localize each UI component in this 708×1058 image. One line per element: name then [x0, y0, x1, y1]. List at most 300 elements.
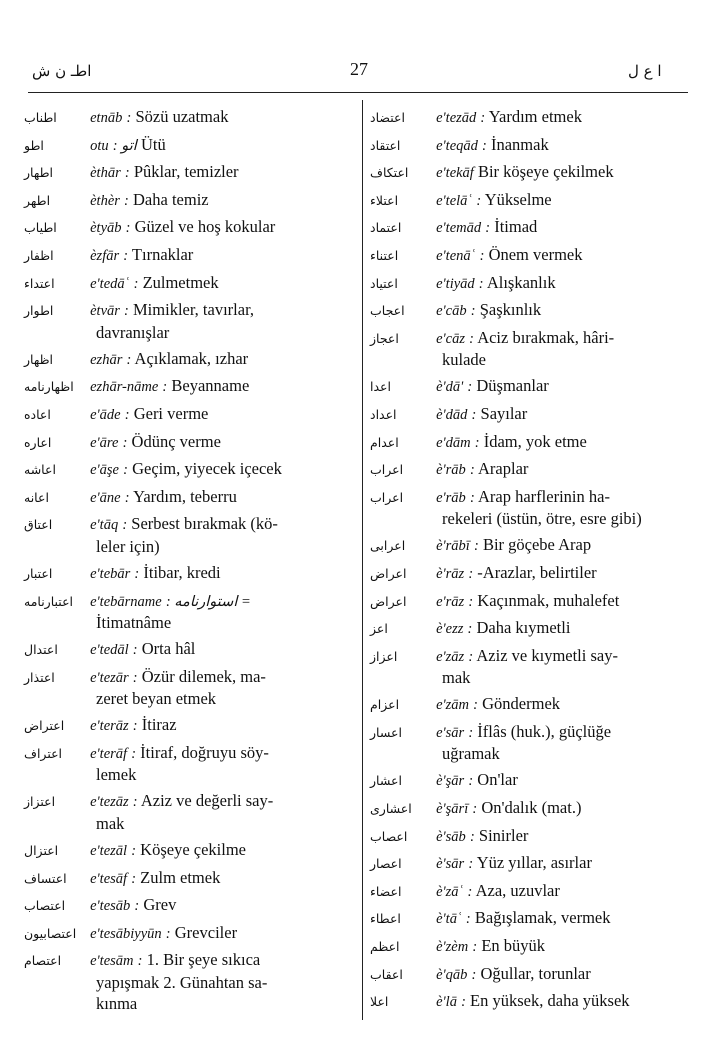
- separator: :: [468, 773, 474, 790]
- meaning: -Arazlar, belirtiler: [477, 562, 597, 582]
- separator: :: [132, 718, 138, 735]
- transliteration: è'ezz: [436, 621, 464, 638]
- transliteration: e'tāq: [90, 517, 119, 534]
- transliteration: e'zām: [436, 697, 470, 714]
- dictionary-entry: [24, 947, 354, 1015]
- meaning-continuation: kulade: [442, 350, 486, 370]
- arabic-headword: اعظم: [370, 939, 400, 955]
- separator: :: [125, 220, 131, 237]
- meaning: İtibar, kredi: [143, 562, 221, 582]
- dictionary-entry: [24, 373, 354, 401]
- arabic-headword: اعتضاد: [370, 110, 405, 125]
- transliteration: è'rāz: [436, 565, 465, 582]
- meaning: Oğullar, torunlar: [480, 963, 591, 983]
- transliteration: e'teqād: [436, 137, 478, 154]
- meaning: Mimikler, tavırlar,: [133, 300, 255, 320]
- separator: :: [124, 489, 130, 506]
- dictionary-entry: [24, 214, 354, 242]
- meaning: Önem vermek: [488, 244, 583, 264]
- meaning: Aziz ve kıymetli say-: [476, 645, 618, 665]
- separator: :: [468, 724, 474, 741]
- separator: :: [469, 828, 475, 845]
- dictionary-entry: [24, 297, 354, 344]
- header-rule: [28, 92, 688, 93]
- meaning: Tırnaklar: [131, 244, 194, 264]
- arabic-headword: اعشارى: [370, 801, 412, 817]
- separator: :: [123, 462, 128, 479]
- transliteration: è'zāʿ: [436, 883, 464, 900]
- separator: :: [132, 669, 138, 686]
- arabic-headword: اعلا: [370, 994, 389, 1010]
- arabic-headword: اعدا: [370, 379, 391, 395]
- dictionary-entry: [24, 837, 354, 865]
- arabic-headword: اعتراض: [24, 718, 65, 734]
- dictionary-entry: [24, 636, 354, 664]
- meaning: Grev: [143, 895, 177, 915]
- meaning-continuation: mak: [442, 668, 471, 688]
- meaning: Aza, uzuvlar: [475, 880, 560, 900]
- separator: : استوارنامه =: [165, 593, 251, 610]
- arabic-headword: اعصاب: [370, 828, 408, 844]
- arabic-headword: اعتبارنامه: [24, 593, 74, 609]
- meaning: Göndermek: [482, 694, 561, 714]
- dictionary-entry: [24, 920, 354, 948]
- arabic-headword: اعسار: [370, 724, 402, 740]
- dictionary-entry: [24, 511, 354, 558]
- separator: :: [126, 351, 132, 368]
- dictionary-entry: [24, 104, 354, 132]
- arabic-headword: اعجاز: [370, 330, 399, 346]
- separator: :: [461, 994, 466, 1011]
- transliteration: e'tezāl: [90, 843, 128, 860]
- dictionary-entry: [370, 588, 690, 616]
- dictionary-entry: [370, 297, 690, 325]
- meaning-continuation: zeret beyan etmek: [96, 689, 217, 709]
- separator: :: [131, 843, 137, 860]
- meaning: Yardım etmek: [488, 107, 582, 126]
- meaning-continuation: mak: [96, 814, 125, 834]
- arabic-headword: اعداد: [370, 406, 397, 422]
- transliteration: e'sār: [436, 724, 465, 741]
- column-divider: [362, 100, 363, 1020]
- dictionary-entry: [370, 242, 690, 270]
- arabic-headword: اعدام: [370, 434, 399, 450]
- transliteration: e'cāz: [436, 330, 465, 347]
- separator: :: [123, 247, 129, 264]
- separator: :: [137, 953, 143, 970]
- dictionary-entry: [370, 719, 690, 766]
- transliteration: è'dād: [436, 406, 468, 423]
- meaning: On'dalık (mat.): [481, 798, 582, 818]
- dictionary-entry: [24, 132, 354, 160]
- transliteration: e'temād: [436, 220, 482, 237]
- dictionary-entry: [24, 740, 354, 787]
- separator: : اتو: [112, 137, 137, 154]
- transliteration: è'lā: [436, 994, 457, 1011]
- dictionary-entry: [370, 988, 690, 1016]
- separator: :: [469, 330, 474, 347]
- meaning: Daha temiz: [133, 189, 209, 209]
- separator: :: [476, 192, 482, 209]
- meaning: 1. Bir şeye sıkıca: [146, 950, 261, 970]
- arabic-headword: اعتاق: [24, 517, 53, 533]
- arabic-headword: اعاره: [24, 434, 52, 450]
- transliteration: e'tesām: [90, 953, 134, 970]
- meaning: Daha kıymetli: [476, 618, 571, 638]
- transliteration: ètvār: [90, 303, 120, 320]
- separator: :: [133, 275, 139, 292]
- transliteration: e'rāz: [436, 593, 465, 610]
- arabic-headword: اطهر: [24, 192, 51, 208]
- arabic-headword: اطوار: [24, 303, 54, 319]
- meaning-continuation: uğramak: [442, 744, 500, 764]
- transliteration: èthèr: [90, 192, 120, 209]
- arabic-headword: اعطاء: [370, 911, 401, 927]
- meaning: İdam, yok etme: [483, 431, 587, 451]
- arabic-headword: اعتكاف: [370, 165, 409, 181]
- dictionary-entry: [370, 823, 690, 851]
- arabic-headword: اعراض: [370, 565, 407, 581]
- arabic-headword: اعتلاء: [370, 192, 399, 208]
- meaning: Ütü: [140, 134, 166, 154]
- transliteration: e'tedāʿ: [90, 275, 130, 292]
- separator: :: [131, 745, 137, 762]
- arabic-headword: اعراب: [370, 462, 404, 478]
- separator: :: [468, 856, 474, 873]
- transliteration: e'tiyād: [436, 275, 475, 292]
- arabic-headword: اعتزاز: [24, 794, 56, 810]
- separator: :: [122, 517, 128, 534]
- arabic-headword: اعتناء: [370, 247, 399, 263]
- arabic-headword: اعتدال: [24, 642, 58, 658]
- meaning: İnanmak: [490, 134, 549, 154]
- header-left-arabic: اطـ ن ش: [32, 62, 92, 80]
- page-number: 27: [350, 59, 368, 79]
- separator: :: [132, 794, 138, 811]
- meaning: En yüksek, daha yüksek: [470, 991, 630, 1011]
- meaning: Yükselme: [484, 189, 552, 209]
- transliteration: è'rāb: [436, 462, 466, 479]
- transliteration: e'tesāf: [90, 870, 128, 887]
- transliteration: è'tāʿ: [436, 911, 462, 928]
- arabic-headword: اعرابى: [370, 538, 406, 554]
- separator: :: [122, 434, 128, 451]
- arabic-headword: اعتراف: [24, 745, 63, 761]
- arabic-headword: اعتداء: [24, 275, 55, 291]
- dictionary-entry: [370, 878, 690, 906]
- transliteration: è'zèm: [436, 939, 469, 956]
- arabic-headword: اعضاء: [370, 883, 402, 899]
- separator: :: [480, 110, 486, 126]
- dictionary-entry: [370, 850, 690, 878]
- transliteration: è'dā': [436, 379, 464, 396]
- meaning-continuation: rekeleri (üstün, ötre, esre gibi): [442, 509, 642, 529]
- separator: :: [479, 247, 485, 264]
- dictionary-entry: [370, 484, 690, 531]
- dictionary-entry: [370, 214, 690, 242]
- separator: :: [478, 275, 484, 292]
- dictionary-entry: [370, 532, 690, 560]
- transliteration: e'tezād: [436, 110, 477, 126]
- transliteration: e'tezāz: [90, 794, 129, 811]
- transliteration: e'tenāʿ: [436, 247, 476, 264]
- transliteration: e'āre: [90, 434, 119, 451]
- arabic-headword: اعتصاب: [24, 898, 66, 914]
- dictionary-entry: [370, 373, 690, 401]
- separator: :: [134, 565, 140, 582]
- arabic-headword: اطو: [24, 137, 44, 153]
- arabic-headword: اعتزال: [24, 843, 59, 859]
- dictionary-entry: [24, 892, 354, 920]
- meaning: İtiraf, doğruyu söy-: [140, 742, 269, 762]
- transliteration: e'āne: [90, 489, 121, 506]
- meaning: Özür dilemek, ma-: [141, 666, 266, 686]
- dictionary-entry: [24, 401, 354, 429]
- separator: :: [162, 379, 168, 396]
- transliteration: è'qāb: [436, 966, 468, 983]
- meaning: Geri verme: [133, 403, 209, 423]
- dictionary-entry: [370, 795, 690, 823]
- dictionary-entry: [370, 456, 690, 484]
- transliteration: ètyāb: [90, 220, 122, 237]
- arabic-headword: اعانه: [24, 489, 49, 505]
- meaning: Arap harflerinin ha-: [478, 486, 610, 506]
- transliteration: e'zāz: [436, 648, 465, 665]
- meaning-continuation: İtimatnâme: [96, 613, 172, 633]
- arabic-headword: اعتبار: [24, 565, 53, 581]
- dictionary-entry: [370, 187, 690, 215]
- separator: :: [468, 565, 474, 582]
- transliteration: ezhār-nāme: [90, 379, 159, 396]
- dictionary-entry: [24, 429, 354, 457]
- meaning: Zulm etmek: [140, 867, 221, 887]
- arabic-headword: اعز: [370, 621, 388, 637]
- separator: :: [467, 883, 473, 900]
- dictionary-entry: [370, 132, 690, 160]
- dictionary-entry: [24, 456, 354, 484]
- arabic-headword: اعصار: [370, 856, 402, 872]
- transliteration: e'tedāl: [90, 642, 129, 659]
- transliteration: è'sāb: [436, 828, 466, 845]
- dictionary-entry: [24, 346, 354, 374]
- meaning: Orta hâl: [141, 639, 196, 659]
- separator: :: [485, 220, 491, 237]
- dictionary-entry: [24, 242, 354, 270]
- left-column: [24, 104, 354, 1017]
- transliteration: e'cāb: [436, 303, 467, 320]
- meaning: Araplar: [478, 459, 529, 479]
- separator: :: [473, 538, 479, 555]
- dictionary-entry: [24, 560, 354, 588]
- transliteration: è'rābī: [436, 538, 470, 555]
- meaning: Aciz bırakmak, hâri-: [477, 327, 615, 347]
- transliteration: è'şār: [436, 773, 465, 790]
- meaning: Aziz ve değerli say-: [140, 791, 274, 811]
- meaning: Sinirler: [478, 825, 529, 845]
- meaning: Düşmanlar: [476, 376, 549, 396]
- transliteration: ezhār: [90, 351, 123, 368]
- arabic-headword: اظهار: [24, 351, 54, 367]
- meaning: On'lar: [477, 770, 518, 790]
- dictionary-entry: [24, 788, 354, 835]
- transliteration: otu: [90, 137, 109, 154]
- arabic-headword: اظهارنامه: [24, 379, 74, 395]
- arabic-headword: اعتياد: [370, 275, 398, 291]
- arabic-headword: اعتصام: [24, 953, 62, 969]
- separator: :: [470, 303, 476, 320]
- transliteration: èthār: [90, 165, 121, 182]
- meaning-continuation: yapışmak 2. Günahtan sa-: [96, 973, 268, 993]
- transliteration: e'telāʿ: [436, 192, 473, 209]
- separator: :: [471, 406, 477, 423]
- meaning: İtimad: [494, 217, 538, 237]
- transliteration: e'tekāf: [436, 165, 474, 182]
- separator: :: [134, 898, 140, 915]
- separator: :: [472, 801, 478, 818]
- arabic-headword: اعتساف: [24, 870, 67, 886]
- separator: :: [467, 621, 473, 638]
- separator: :: [473, 697, 478, 714]
- dictionary-entry: [370, 560, 690, 588]
- separator: :: [467, 379, 473, 396]
- dictionary-entry: [370, 615, 690, 643]
- meaning-continuation: leler için): [96, 536, 160, 556]
- separator: :: [482, 137, 487, 154]
- arabic-headword: اعزام: [370, 697, 400, 713]
- transliteration: etnāb: [90, 110, 123, 126]
- meaning: Bir köşeye çekilmek: [477, 162, 614, 182]
- arabic-headword: اعاده: [24, 406, 51, 422]
- transliteration: e'terāz: [90, 718, 129, 735]
- separator: :: [126, 110, 132, 126]
- separator: :: [131, 870, 137, 887]
- dictionary-entry: [24, 270, 354, 298]
- meaning: Şaşkınlık: [479, 300, 542, 320]
- transliteration: e'tesāb: [90, 898, 131, 915]
- meaning: Geçim, yiyecek içecek: [132, 459, 282, 479]
- dictionary-entry: [370, 933, 690, 961]
- arabic-headword: اعتذار: [24, 669, 55, 685]
- transliteration: e'dām: [436, 434, 471, 451]
- meaning: Bağışlamak, vermek: [474, 908, 611, 928]
- arabic-headword: اظفار: [24, 247, 54, 263]
- meaning: İtiraz: [141, 715, 177, 735]
- transliteration: e'terāf: [90, 745, 128, 762]
- meaning: Kaçınmak, muhalefet: [477, 590, 620, 610]
- arabic-headword: اعجاب: [370, 303, 405, 319]
- separator: :: [469, 462, 475, 479]
- separator: :: [472, 939, 478, 956]
- dictionary-entry: [24, 712, 354, 740]
- meaning: Yüz yıllar, asırlar: [476, 853, 592, 873]
- header-right-arabic: ا ع ل: [628, 62, 662, 80]
- dictionary-entry: [370, 767, 690, 795]
- arabic-headword: اعراب: [370, 489, 404, 505]
- separator: :: [465, 911, 471, 928]
- meaning-continuation: davranışlar: [96, 322, 170, 342]
- transliteration: è'sār: [436, 856, 465, 873]
- arabic-headword: اعزاز: [370, 648, 398, 664]
- meaning: Beyanname: [171, 376, 250, 396]
- arabic-headword: اعراض: [370, 593, 407, 609]
- meaning: En büyük: [481, 936, 546, 956]
- separator: :: [124, 165, 130, 182]
- arabic-headword: اعقاب: [370, 966, 403, 982]
- transliteration: e'āşe: [90, 462, 119, 479]
- dictionary-entry: [370, 401, 690, 429]
- arabic-headword: اعتماد: [370, 220, 402, 236]
- separator: :: [124, 192, 129, 209]
- separator: :: [468, 593, 474, 610]
- arabic-headword: اعاشه: [24, 462, 56, 478]
- separator: :: [132, 642, 138, 659]
- separator: :: [469, 489, 475, 506]
- dictionary-entry: [370, 905, 690, 933]
- dictionary-entry: [370, 159, 690, 187]
- transliteration: e'āde: [90, 406, 121, 423]
- meaning: Köşeye çekilme: [140, 840, 246, 860]
- meaning: Serbest bırakmak (kö-: [131, 514, 278, 534]
- separator: :: [124, 303, 129, 320]
- arabic-headword: اعتصابيون: [24, 925, 77, 941]
- meaning: İflâs (huk.), güçlüğe: [477, 721, 612, 741]
- transliteration: e'rāb: [436, 489, 466, 506]
- transliteration: e'tezār: [90, 669, 129, 686]
- transliteration: e'tebārname: [90, 593, 162, 610]
- meaning: Pûklar, temizler: [133, 162, 239, 182]
- arabic-headword: اطناب: [24, 110, 57, 125]
- dictionary-entry: [24, 159, 354, 187]
- dictionary-entry: [370, 104, 690, 132]
- dictionary-entry: [24, 484, 354, 512]
- meaning: Grevciler: [174, 922, 238, 942]
- arabic-headword: اعتقاد: [370, 137, 401, 153]
- right-column: [370, 104, 690, 1016]
- separator: :: [165, 925, 171, 942]
- transliteration: e'tesābiyyūn: [90, 925, 162, 942]
- dictionary-entry: [370, 961, 690, 989]
- transliteration: è'şārī: [436, 801, 469, 818]
- separator: :: [124, 406, 130, 423]
- separator: :: [474, 434, 480, 451]
- meaning: Zulmetmek: [142, 272, 219, 292]
- dictionary-entry: [370, 325, 690, 372]
- dictionary-entry: [370, 643, 690, 690]
- dictionary-entry: [24, 187, 354, 215]
- meaning: Güzel ve hoş kokular: [134, 217, 276, 237]
- dictionary-entry: [370, 691, 690, 719]
- separator: :: [471, 966, 477, 983]
- arabic-headword: اطياب: [24, 220, 57, 236]
- meaning-continuation: kınma: [96, 994, 138, 1014]
- dictionary-entry: [370, 429, 690, 457]
- meaning: Yardım, teberru: [133, 486, 237, 506]
- separator: :: [468, 648, 474, 665]
- meaning: Alışkanlık: [486, 272, 556, 292]
- meaning: Ödünç verme: [131, 431, 221, 451]
- transliteration: èzfār: [90, 247, 120, 264]
- meaning: Sayılar: [480, 403, 528, 423]
- meaning: Açıklamak, ızhar: [134, 348, 249, 368]
- dictionary-entry: [24, 664, 354, 711]
- transliteration: e'tebār: [90, 565, 131, 582]
- dictionary-entry: [370, 270, 690, 298]
- dictionary-entry: [24, 865, 354, 893]
- dictionary-entry: [24, 588, 354, 635]
- arabic-headword: اطهار: [24, 165, 54, 181]
- meaning: Sözü uzatmak: [135, 107, 229, 126]
- arabic-headword: اعشار: [370, 773, 402, 789]
